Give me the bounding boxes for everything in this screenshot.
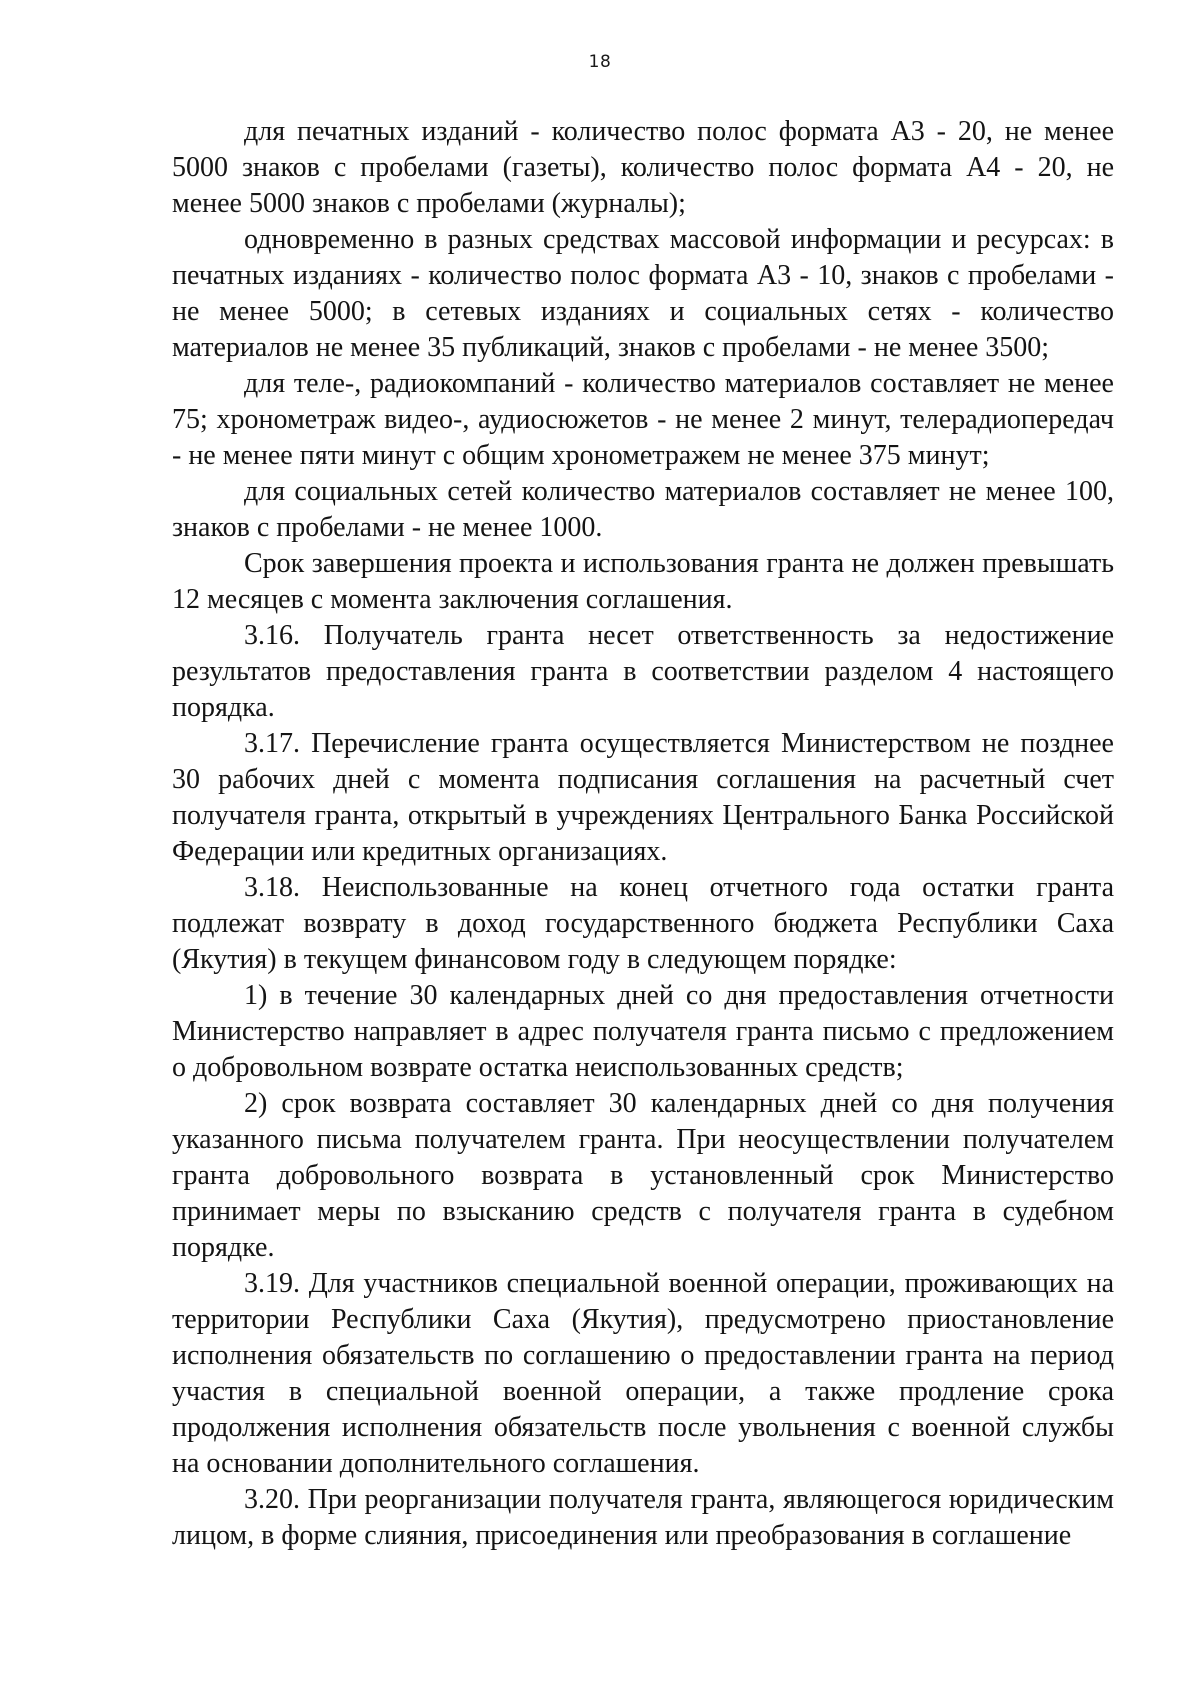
paragraph-3-20: 3.20. При реорганизации получателя гранта, являющегося юридическим лицом, в форме слияния, присоединения или преобразования в соглашение: [172, 1484, 1114, 1551]
paragraph-3-17: 3.17. Перечисление гранта осуществляется Министерством не позднее 30 рабочих дней с момента подписания соглашения на расчетный счет получателя гранта, открытый в учреждениях Центрального Банка Российской Федерации или кредитных организациях.: [172, 728, 1114, 867]
paragraph-3-18-item-1: 1) в течение 30 календарных дней со дня предоставления отчетности Министерство направляет в адрес получателя гранта письмо с предложением о добровольном возврате остатка неиспользованных средств;: [172, 980, 1114, 1083]
paragraph-print-media: для печатных изданий - количество полос формата А3 - 20, не менее 5000 знаков с пробелами (газеты), количество полос формата А4 - 20, не менее 5000 знаков с пробелами (журналы);: [172, 116, 1114, 219]
paragraph-3-19: 3.19. Для участников специальной военной операции, проживающих на территории Республики Саха (Якутия), предусмотрено приостановление исполнения обязательств по соглашению о предоставлении гранта на период участия в специальной военной операции, а также продление срока продолжения исполнения обязательств после увольнения с военной службы на основании дополнительного соглашения.: [172, 1268, 1114, 1479]
paragraph-social-networks: для социальных сетей количество материалов составляет не менее 100, знаков с пробелами - не менее 1000.: [172, 476, 1114, 543]
document-body: [172, 114, 1114, 1554]
paragraph-project-deadline: Срок завершения проекта и использования гранта не должен превышать 12 месяцев с момента заключения соглашения.: [172, 548, 1114, 615]
paragraph-multiple-media: одновременно в разных средствах массовой информации и ресурсах: в печатных изданиях - количество полос формата А3 - 10, знаков с пробелами - не менее 5000; в сетевых изданиях и социальных сетях - количество материалов не менее 35 публикаций, знаков с пробелами - не менее 3500;: [172, 224, 1114, 363]
paragraph-tv-radio: для теле-, радиокомпаний - количество материалов составляет не менее 75; хронометраж видео-, аудиосюжетов - не менее 2 минут, телерадиопередач - не менее пяти минут с общим хронометражем не менее 375 минут;: [172, 368, 1114, 471]
paragraph-3-18: 3.18. Неиспользованные на конец отчетного года остатки гранта подлежат возврату в доход государственного бюджета Республики Саха (Якутия) в текущем финансовом году в следующем порядке:: [172, 872, 1114, 975]
page-number: 18: [588, 52, 612, 72]
paragraph-3-18-item-2: 2) срок возврата составляет 30 календарных дней со дня получения указанного письма получателем гранта. При неосуществлении получателем гранта добровольного возврата в установленный срок Министерство принимает меры по взысканию средств с получателя гранта в судебном порядке.: [172, 1088, 1114, 1263]
paragraph-3-16: 3.16. Получатель гранта несет ответственность за недостижение результатов предоставления гранта в соответствии разделом 4 настоящего порядка.: [172, 620, 1114, 723]
